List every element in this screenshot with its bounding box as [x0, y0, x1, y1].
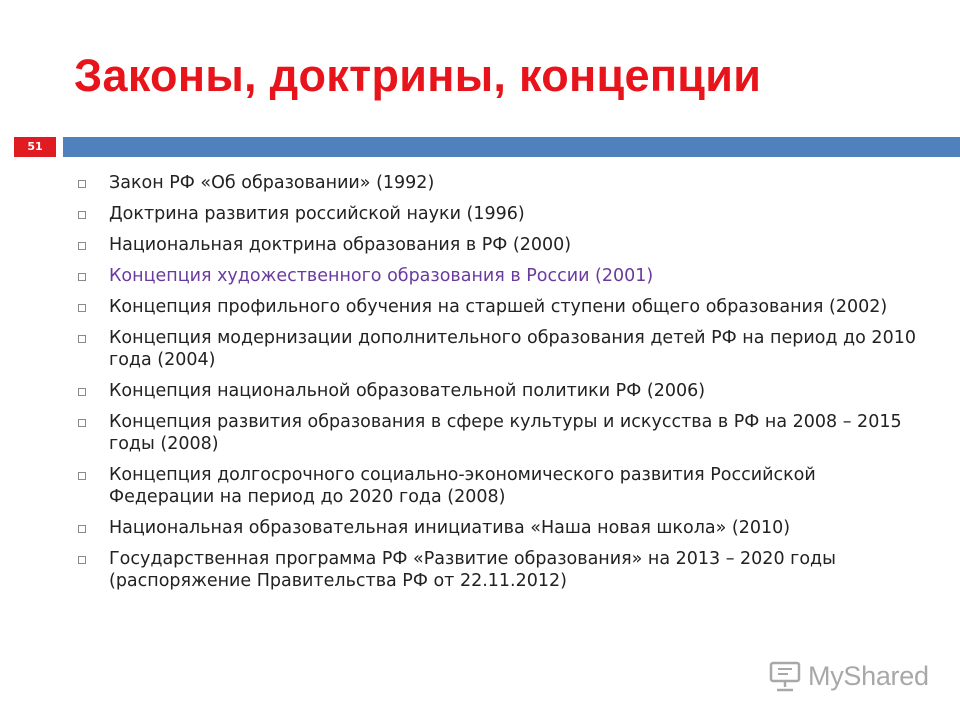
page-number-box: 51 [14, 137, 56, 157]
slide-title: Законы, доктрины, концепции [74, 50, 762, 101]
list-item [74, 411, 924, 455]
watermark-text: MyShared [808, 660, 929, 691]
list-item [74, 172, 924, 194]
list-item [74, 464, 924, 508]
law-list [74, 172, 924, 601]
header-band [63, 137, 960, 157]
list-item-text: Концепция развития образования в сфере культуры и искусства в РФ на 2008 – 2015 годы (2008) [109, 412, 902, 454]
list-item-text: Национальная образовательная инициатива «Наша новая школа» (2010) [109, 518, 791, 538]
list-item [74, 296, 924, 318]
square-bullet-icon [78, 242, 86, 250]
list-item [74, 234, 924, 256]
square-bullet-icon [78, 304, 86, 312]
list-item-text: Концепция профильного обучения на старшей ступени общего образования (2002) [109, 297, 888, 317]
list-item [74, 517, 924, 539]
list-item-text: Концепция национальной образовательной политики РФ (2006) [109, 381, 706, 401]
list-item [74, 548, 924, 592]
square-bullet-icon [78, 335, 86, 343]
list-item-text: Концепция художественного образования в России (2001) [109, 266, 654, 286]
square-bullet-icon [78, 273, 86, 281]
square-bullet-icon [78, 556, 86, 564]
square-bullet-icon [78, 211, 86, 219]
list-item-text: Концепция долгосрочного социально-экономического развития Российской Федерации на период до 2020 года (2008) [109, 465, 816, 507]
square-bullet-icon [78, 180, 86, 188]
list-item [74, 265, 924, 287]
presentation-board-icon [768, 660, 802, 692]
list-item-text: Концепция модернизации дополнительного образования детей РФ на период до 2010 года (2004) [109, 328, 916, 370]
watermark-logo [768, 658, 929, 694]
square-bullet-icon [78, 525, 86, 533]
square-bullet-icon [78, 472, 86, 480]
list-item [74, 203, 924, 225]
square-bullet-icon [78, 388, 86, 396]
list-item-text: Закон РФ «Об образовании» (1992) [109, 173, 435, 193]
list-item-text: Доктрина развития российской науки (1996) [109, 204, 525, 224]
list-item-text: Национальная доктрина образования в РФ (2000) [109, 235, 572, 255]
square-bullet-icon [78, 419, 86, 427]
list-item [74, 327, 924, 371]
list-item [74, 380, 924, 402]
list-item-text: Государственная программа РФ «Развитие образования» на 2013 – 2020 годы (распоряжение Правительства РФ от 22.11.2012) [109, 549, 836, 591]
